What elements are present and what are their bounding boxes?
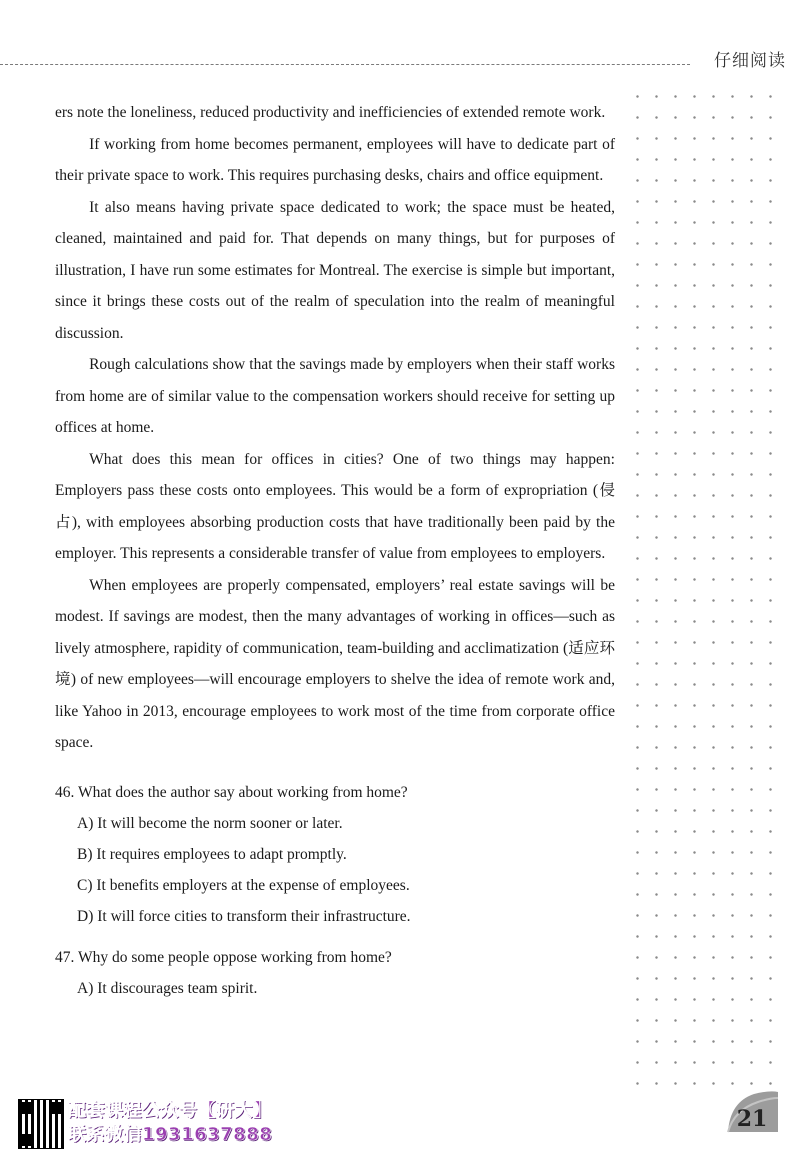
reading-passage — [55, 97, 615, 759]
page-number: 21 — [736, 1106, 768, 1132]
note-dot-grid — [628, 86, 788, 1086]
option-a[interactable]: A) It will become the norm sooner or later. — [77, 814, 343, 832]
question-47 — [55, 942, 615, 1004]
option-b[interactable]: B) It requires employees to adapt promptly. — [77, 845, 347, 863]
passage-paragraph: When employees are properly compensated, employers’ real estate savings will be modest. If savings are modest, then the many advantages of working in offices—such as lively atmosphere, rapidity of communication, team-building and acclimatization (适应环境) of new employees—will encourage employers to shelve the idea of remote work and, like Yahoo in 2013, encourage employees to work most of the time from corporate office space. — [55, 576, 615, 751]
page-number-badge — [724, 1088, 780, 1136]
option-a[interactable]: A) It discourages team spirit. — [77, 979, 258, 997]
header-divider — [0, 64, 690, 65]
section-label: 仔细阅读 — [714, 51, 786, 71]
page-content — [55, 97, 615, 1004]
passage-paragraph: ers note the loneliness, reduced productivity and inefficiencies of extended remote work. — [55, 104, 606, 121]
question-stem: 47. Why do some people oppose working from home? — [55, 948, 392, 966]
question-46 — [55, 777, 615, 932]
option-d[interactable]: D) It will force cities to transform their infrastructure. — [77, 907, 411, 925]
passage-paragraph: If working from home becomes permanent, employees will have to dedicate part of their private space to work. This requires purchasing desks, chairs and office equipment. — [55, 135, 615, 184]
question-stem: 46. What does the author say about working from home? — [55, 783, 408, 801]
passage-paragraph: It also means having private space dedicated to work; the space must be heated, cleaned, maintained and paid for. That depends on many things, but for purposes of illustration, I have run some estimates for Montreal. The exercise is simple but important, since it brings these costs out of the realm of speculation into the realm of meaningful discussion. — [55, 198, 615, 342]
passage-paragraph: Rough calculations show that the savings made by employers when their staff works from home are of similar value to the compensation workers should receive for setting up offices at home. — [55, 356, 615, 436]
watermark-line-1: 配套课程公众号【研大】 — [68, 1100, 272, 1121]
passage-paragraph: What does this mean for offices in cities? One of two things may happen: Employers pass these costs onto employees. This would be a form of expropriation (侵占), with employees absorbing production costs that have traditionally been paid by the employer. This represents a considerable transfer of value from employees to employers. — [55, 450, 615, 562]
option-c[interactable]: C) It benefits employers at the expense of employees. — [77, 876, 410, 894]
qr-code-icon — [18, 1099, 64, 1149]
watermark — [18, 1099, 318, 1149]
watermark-line-2: 联系微信1931637888 — [68, 1124, 273, 1145]
